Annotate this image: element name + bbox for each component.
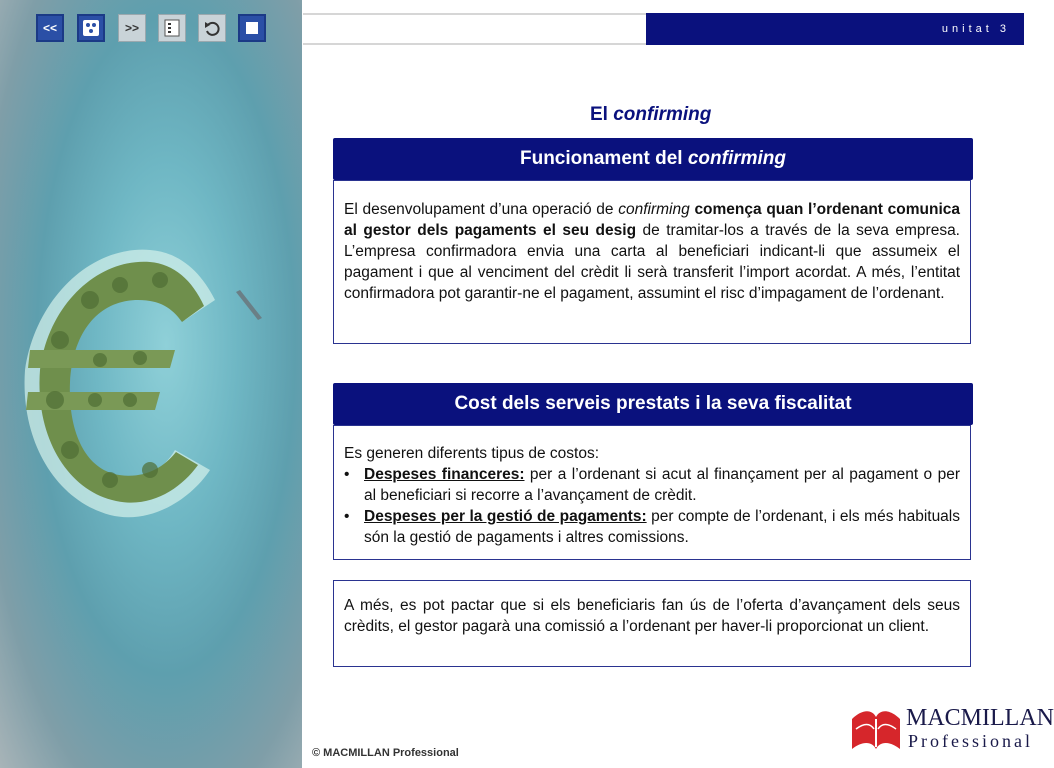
copyright: © MACMILLAN Professional [312,747,459,759]
cost-intro: Es generen diferents tipus de costos: [344,445,600,462]
undo-button[interactable] [198,14,226,42]
list-item: • Despeses financeres: per a l’ordenant si acut al finançament per al pagament o per al beneficiari si recorre a l’avançament de crèdit. [344,466,960,504]
forward-button[interactable] [118,14,146,42]
dice-icon [82,19,100,37]
logo-icon [850,707,902,751]
back-icon: << [42,21,57,35]
undo-icon [203,19,221,37]
page-title: El confirming [590,104,712,125]
macmillan-logo [850,705,1054,755]
stop-icon [245,21,259,35]
logo-text-professional: Professional [908,731,1033,751]
section-heading-cost: Cost dels serveis prestats i la seva fiscalitat [333,383,973,425]
section-body-funcionament: El desenvolupament d’una operació de confirming comença quan l’ordenant comunica al gestor dels pagaments el seu desig de tramitar-los a través de la seva empresa. L’empresa confirmadora envia una carta al beneficiari indicant-li que assumeix el pagament i que al venciment del crèdit li serà transferit l’import acordat. A més, l’entitat confirmadora pot garantir-ne el pagament, assumint el risc d’impagament de l’ordenant. [333,180,971,344]
header-bar [646,13,1024,45]
decorative-side-panel [0,0,302,768]
section-body-avancament: A més, es pot pactar que si els beneficiaris fan ús de l’oferta d’avançament dels seus crèdits, el gestor pagarà una comissió a l’ordenant per haver-li proporcionat un client. [333,580,971,667]
dice-button[interactable] [77,14,105,42]
section-body-cost [333,425,971,560]
index-icon [164,19,180,37]
unit-label: unitat 3 [941,23,1010,35]
forward-icon: >> [124,21,139,35]
logo-text-macmillan: MACMILLAN [906,705,1054,731]
section-heading-funcionament: Funcionament del confirming [333,138,973,180]
stop-button[interactable] [238,14,266,42]
back-button[interactable] [36,14,64,42]
index-button[interactable] [158,14,186,42]
list-item: • Despeses per la gestió de pagaments: per compte de l’ordenant, i els més habituals són la gestió de pagaments i altres comissions. [344,508,960,546]
header-bar-left [303,13,646,45]
euro-island-image [0,0,302,768]
